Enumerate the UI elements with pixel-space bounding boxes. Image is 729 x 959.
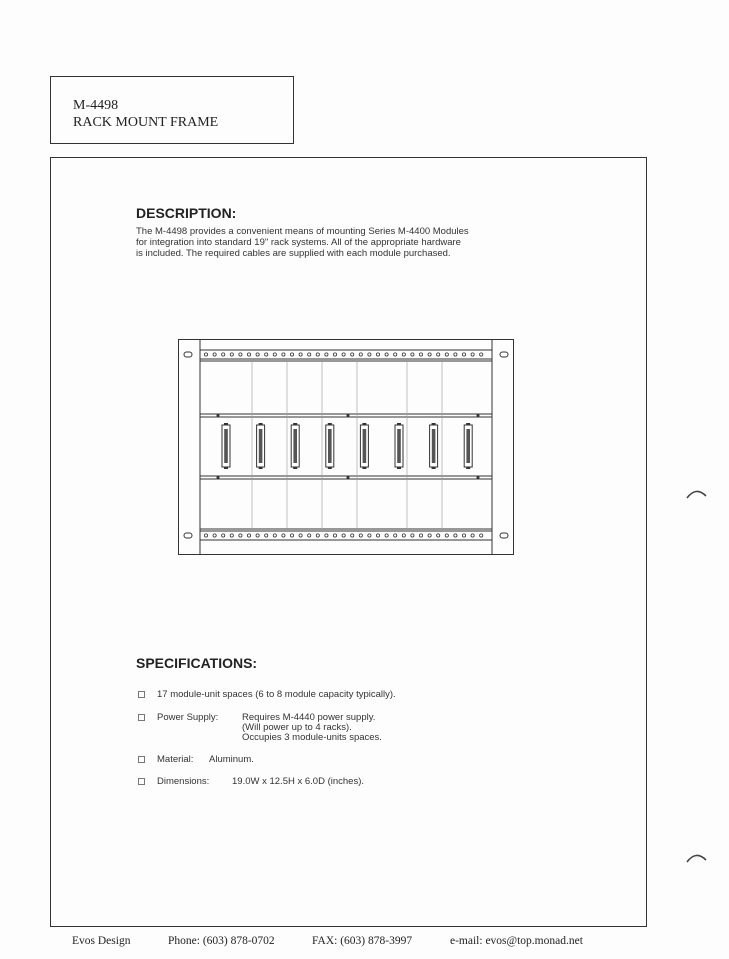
- rail-hole: [282, 353, 285, 356]
- footer-company: Evos Design: [72, 935, 131, 947]
- description-line-2: for integration into standard 19" rack systems. All of the appropriate hardware: [136, 237, 461, 248]
- rail-hole: [385, 534, 388, 537]
- spec-material-value: Aluminum.: [209, 754, 254, 765]
- rail-hole: [411, 353, 414, 356]
- rail-hole: [325, 534, 328, 537]
- rail-hole: [290, 353, 293, 356]
- specifications-heading: SPECIFICATIONS:: [136, 655, 258, 671]
- spec-dimensions-label: Dimensions:: [157, 776, 210, 787]
- rail-hole: [419, 534, 422, 537]
- rail-hole: [385, 353, 388, 356]
- rail-hole: [394, 534, 397, 537]
- rail-hole: [204, 353, 207, 356]
- module-connector: [326, 423, 334, 469]
- rail-hole: [368, 353, 371, 356]
- rail-hole: [437, 534, 440, 537]
- binder-hole-mark-icon: [686, 484, 708, 500]
- footer-email: e-mail: evos@top.monad.net: [450, 935, 583, 947]
- rail-hole: [428, 534, 431, 537]
- title-box: [50, 76, 294, 144]
- module-connector: [464, 423, 472, 469]
- rail-hole: [308, 534, 311, 537]
- rail-hole: [471, 534, 474, 537]
- rail-hole: [213, 534, 216, 537]
- bullet-box-icon: [138, 691, 145, 698]
- rail-hole: [230, 534, 233, 537]
- rail-hole: [325, 353, 328, 356]
- rail-hole: [247, 353, 250, 356]
- rail-hole: [265, 534, 268, 537]
- rail-hole: [454, 353, 457, 356]
- rail-hole: [273, 534, 276, 537]
- bullet-box-icon: [138, 778, 145, 785]
- rail-hole: [222, 534, 225, 537]
- description-line-3: is included. The required cables are supplied with each module purchased.: [136, 248, 451, 259]
- rail-hole: [445, 353, 448, 356]
- rail-hole: [359, 353, 362, 356]
- rail-hole: [333, 534, 336, 537]
- rail-hole: [239, 534, 242, 537]
- rail-hole: [316, 353, 319, 356]
- rail-hole: [376, 534, 379, 537]
- spec-power-line-1: Requires M-4440 power supply.: [242, 712, 376, 723]
- rail-hole: [273, 353, 276, 356]
- rail-hole: [256, 353, 259, 356]
- rail-hole: [351, 353, 354, 356]
- rail-hole: [265, 353, 268, 356]
- rail-hole: [480, 353, 483, 356]
- rail-hole: [342, 353, 345, 356]
- module-connector: [395, 423, 403, 469]
- description-text: [136, 226, 566, 259]
- rail-hole: [402, 534, 405, 537]
- rail-hole: [454, 534, 457, 537]
- description-line-1: The M-4498 provides a convenient means of mounting Series M-4400 Modules: [136, 226, 469, 237]
- rail-hole: [359, 534, 362, 537]
- rail-hole: [230, 353, 233, 356]
- footer-fax: FAX: (603) 878-3997: [312, 935, 413, 947]
- model-number: M-4498: [73, 98, 119, 113]
- rail-hole: [437, 353, 440, 356]
- product-title: RACK MOUNT FRAME: [73, 115, 219, 130]
- spec-dimensions-value: 19.0W x 12.5H x 6.0D (inches).: [232, 776, 364, 787]
- rail-hole: [402, 353, 405, 356]
- rail-hole: [368, 534, 371, 537]
- rail-hole: [282, 534, 285, 537]
- rail-hole: [299, 534, 302, 537]
- bullet-box-icon: [138, 756, 145, 763]
- spec-power-label: Power Supply:: [157, 712, 219, 723]
- rail-hole: [222, 353, 225, 356]
- spec-capacity-text: 17 module-unit spaces (6 to 8 module capacity typically).: [157, 689, 396, 700]
- rail-hole: [316, 534, 319, 537]
- rail-hole: [213, 353, 216, 356]
- rail-hole: [290, 534, 293, 537]
- rail-hole: [299, 353, 302, 356]
- description-heading: DESCRIPTION:: [136, 205, 237, 221]
- rail-hole: [342, 534, 345, 537]
- rail-hole: [462, 353, 465, 356]
- rail-hole: [247, 534, 250, 537]
- rail-hole: [351, 534, 354, 537]
- rail-hole: [445, 534, 448, 537]
- rail-hole: [428, 353, 431, 356]
- binder-hole-mark-icon: [686, 848, 708, 864]
- rail-hole: [394, 353, 397, 356]
- module-connector: [430, 423, 438, 469]
- spec-power-line-2: (Will power up to 4 racks).: [242, 722, 352, 733]
- rail-hole: [419, 353, 422, 356]
- rail-hole: [376, 353, 379, 356]
- module-connector: [291, 423, 299, 469]
- rail-hole: [308, 353, 311, 356]
- rail-hole: [471, 353, 474, 356]
- rail-hole: [411, 534, 414, 537]
- module-connector: [257, 423, 265, 469]
- rail-hole: [333, 353, 336, 356]
- bullet-box-icon: [138, 714, 145, 721]
- spec-power-line-3: Occupies 3 module-units spaces.: [242, 732, 382, 743]
- rail-hole: [239, 353, 242, 356]
- module-connector: [360, 423, 368, 469]
- spec-material-label: Material:: [157, 754, 194, 765]
- rail-hole: [204, 534, 207, 537]
- rail-hole: [256, 534, 259, 537]
- rack-frame-drawing: [178, 339, 514, 555]
- module-connector: [222, 423, 230, 469]
- footer-phone: Phone: (603) 878-0702: [168, 935, 275, 947]
- rail-hole: [480, 534, 483, 537]
- rail-hole: [462, 534, 465, 537]
